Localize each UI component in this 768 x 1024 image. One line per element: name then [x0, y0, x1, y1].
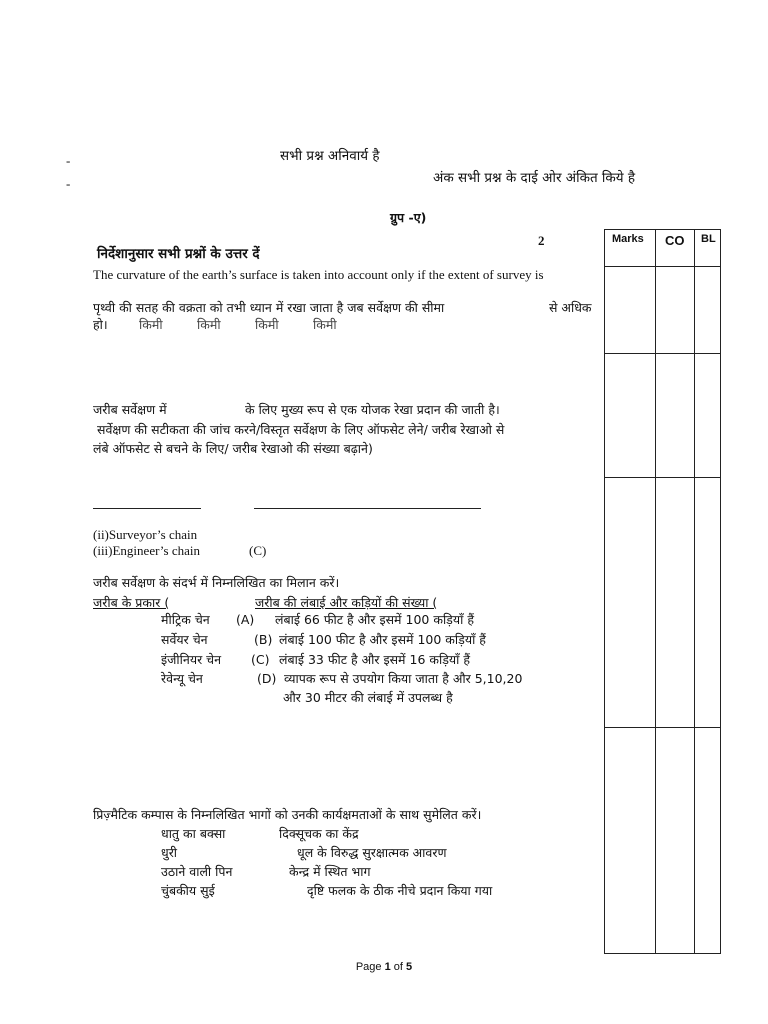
- q4-description: लंबाई 100 फीट है और इसमें 100 कड़ियाँ हैं: [279, 632, 486, 647]
- q1-unit-d: किमी: [313, 317, 337, 332]
- q3-option-ii: (ii)Surveyor’s chain: [93, 527, 198, 542]
- q4-description: लंबाई 66 फीट है और इसमें 100 कड़ियाँ हैं: [275, 612, 474, 627]
- q4-description: व्यापक रूप से उपयोग किया जाता है और 5,10,20: [284, 671, 523, 686]
- q4-col2-heading: जरीब की लंबाई और कड़ियों की संख्या (: [255, 595, 438, 610]
- q5-part: उठाने वाली पिन: [161, 864, 233, 879]
- q4-description: लंबाई 33 फीट है और इसमें 16 कड़ियाँ हैं: [279, 652, 471, 667]
- marks-column-header: Marks: [612, 233, 644, 245]
- page-total: 5: [406, 961, 413, 973]
- q1-unit-b: किमी: [197, 317, 221, 332]
- bullet-dash: -: [66, 153, 71, 168]
- marks-instruction: अंक सभी प्रश्न के दाई ओर अंकित किये है: [433, 170, 636, 186]
- co-column-header: CO: [665, 233, 685, 248]
- q1-hindi-line1: पृथ्वी की सतह की वक्रता को तभी ध्यान में रखा जाता है जब सर्वेक्षण की सीमा: [93, 300, 445, 315]
- q5-part: धुरी: [161, 845, 178, 860]
- table-row-divider: [605, 266, 720, 267]
- page-current: 1: [384, 961, 391, 973]
- q4-letter: (B): [254, 632, 273, 647]
- q1-unit-c: किमी: [255, 317, 279, 332]
- answer-blank-line: [93, 508, 201, 509]
- q4-letter: (D): [257, 671, 277, 686]
- table-divider: [655, 230, 656, 953]
- q3-option-iii: (iii)Engineer’s chain: [93, 543, 200, 558]
- table-row-divider: [605, 477, 720, 478]
- compulsory-instruction: सभी प्रश्न अनिवार्य है: [280, 148, 380, 164]
- page-word: Page: [355, 961, 382, 973]
- q2-line1-b: के लिए मुख्य रूप से एक योजक रेखा प्रदान की जाती है।: [245, 402, 500, 417]
- q5-function: दिक्सूचक का केंद्र: [279, 826, 359, 841]
- answer-blank-line: [254, 508, 481, 509]
- q1-unit-a: किमी: [139, 317, 163, 332]
- q2-line2: सर्वेक्षण की सटीकता की जांच करने/विस्तृत सर्वेक्षण के लिए ऑफसेट लेने/ जरीब रेखाओ से: [97, 422, 505, 437]
- page-footer: [0, 962, 768, 973]
- q5-function: धूल के विरुद्ध सुरक्षात्मक आवरण: [297, 845, 447, 860]
- q2-line1-a: जरीब सर्वेक्षण में: [93, 402, 167, 417]
- q5-function: केन्द्र में स्थित भाग: [289, 864, 371, 879]
- q4-col1-heading: जरीब के प्रकार (: [93, 595, 170, 610]
- q4-chain-type: रेवेन्यू चेन: [161, 671, 203, 686]
- q3-option-c: (C): [249, 543, 267, 558]
- q4-chain-type: सर्वेयर चेन: [161, 632, 208, 647]
- table-divider: [694, 230, 695, 953]
- q1-english: The curvature of the earth’s surface is taken into account only if the extent of survey is: [93, 267, 544, 282]
- table-row-divider: [605, 727, 720, 728]
- q4-letter: (C): [251, 652, 270, 667]
- section-marks: 2: [538, 233, 545, 248]
- group-title: ग्रुप -ए): [390, 210, 427, 225]
- marks-table: [604, 229, 721, 954]
- q4-continuation: और 30 मीटर की लंबाई में उपलब्ध है: [283, 690, 453, 705]
- q5-function: दृष्टि फलक के ठीक नीचे प्रदान किया गया: [307, 883, 493, 898]
- q5-part: चुंबकीय सुई: [161, 883, 215, 898]
- q1-hindi-line1-end: से अधिक: [549, 300, 592, 315]
- q5-title: प्रिज़्मैटिक कम्पास के निम्नलिखित भागों को उनकी कार्यक्षमताओं के साथ सुमेलित करें।: [93, 807, 482, 822]
- q4-letter: (A): [236, 612, 255, 627]
- q2-line3: लंबे ऑफसेट से बचने के लिए/ जरीब रेखाओ की संख्या बढ़ाने): [93, 441, 373, 456]
- q4-title: जरीब सर्वेक्षण के संदर्भ में निम्नलिखित का मिलान करें।: [93, 575, 340, 590]
- page-of-word: of: [393, 961, 403, 973]
- q5-part: धातु का बक्सा: [161, 826, 226, 841]
- bullet-dash: -: [66, 176, 71, 191]
- bl-column-header: BL: [701, 233, 716, 245]
- table-row-divider: [605, 353, 720, 354]
- q4-chain-type: इंजीनियर चेन: [161, 652, 222, 667]
- q1-hindi-line2: हो।: [93, 317, 108, 332]
- q4-chain-type: मीट्रिक चेन: [161, 612, 210, 627]
- section-heading: निर्देशानुसार सभी प्रश्नों के उत्तर दें: [97, 246, 260, 262]
